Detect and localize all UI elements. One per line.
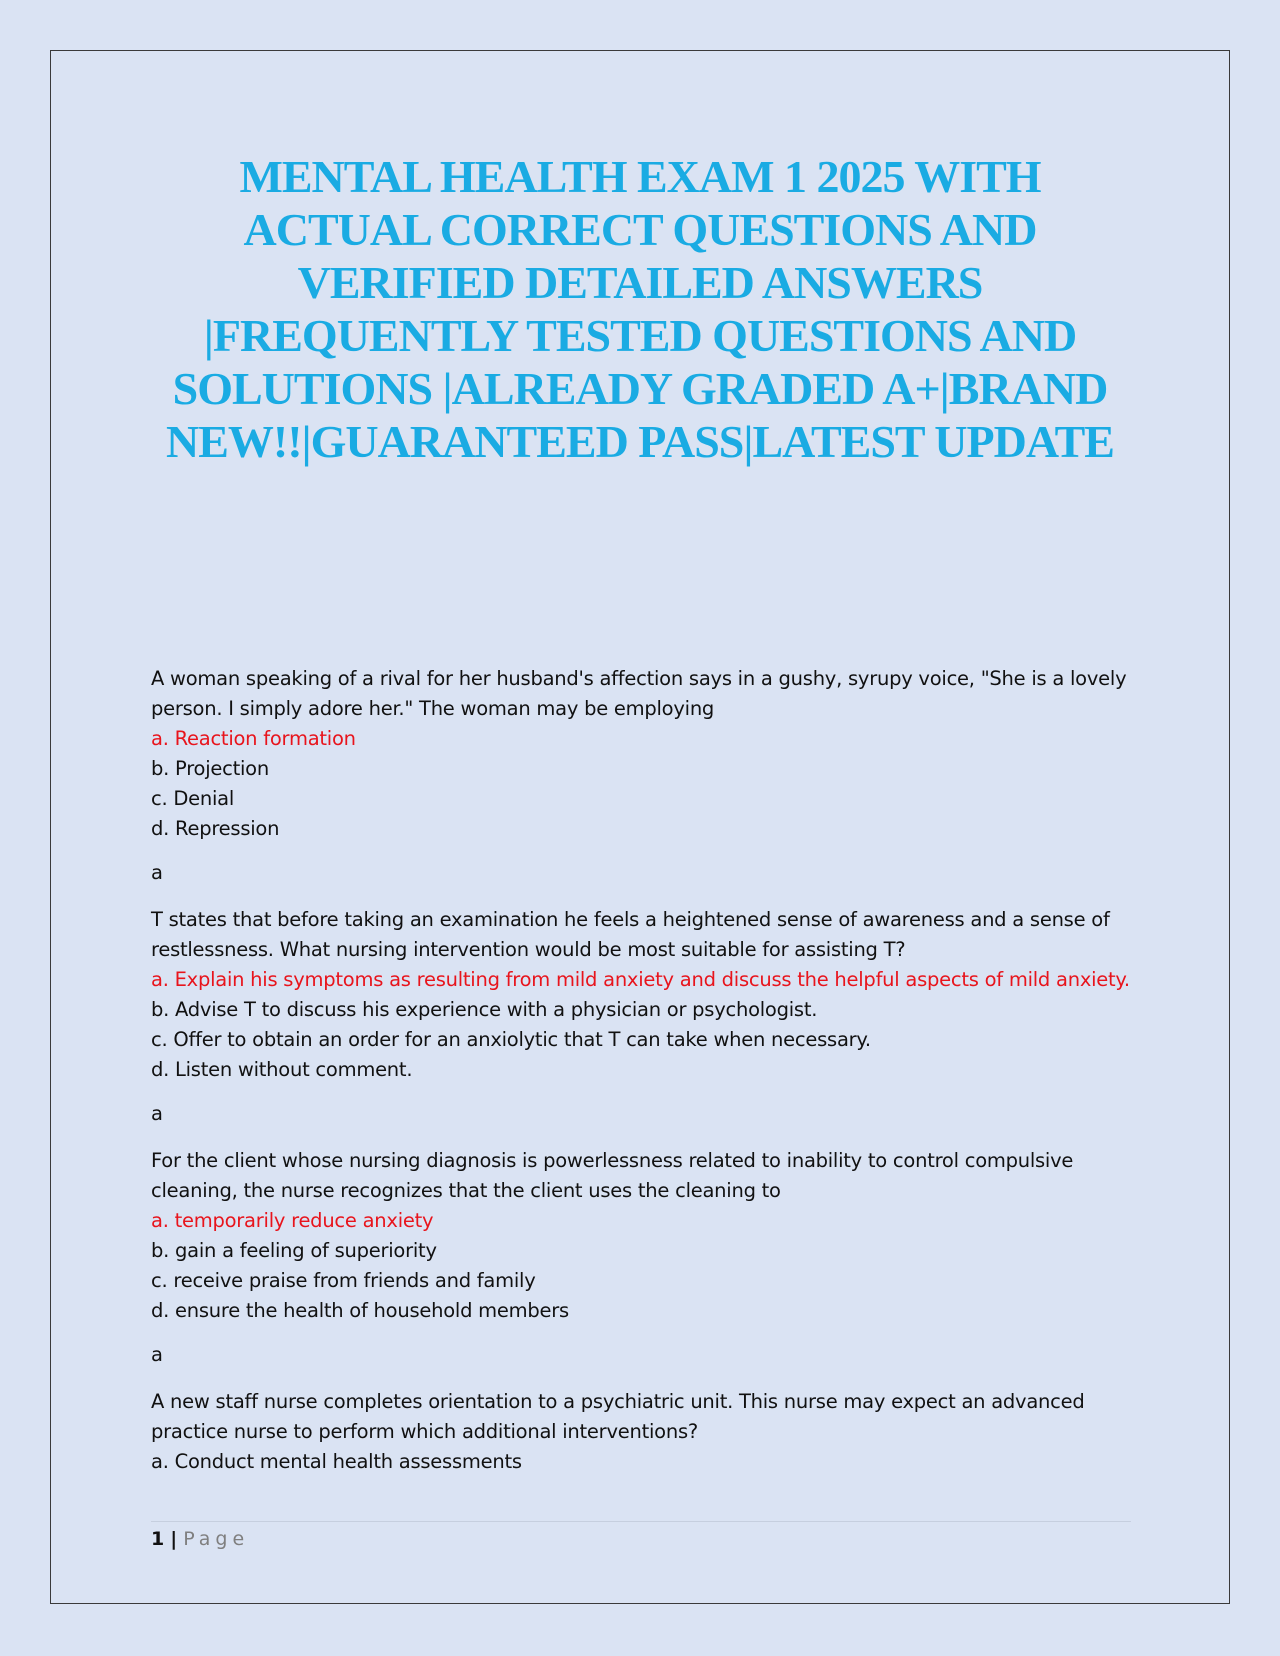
question-line: restlessness. What nursing intervention would be most suitable for assisting T? — [151, 938, 906, 961]
option-correct: a. temporarily reduce anxiety — [151, 1209, 434, 1232]
question-block — [151, 1146, 1151, 1370]
option: b. gain a feeling of superiority — [151, 1239, 437, 1262]
title-line: VERIFIED DETAILED ANSWERS — [297, 257, 983, 308]
title-line: MENTAL HEALTH EXAM 1 2025 WITH — [239, 151, 1041, 202]
question-text — [151, 664, 1151, 724]
title-line: |FREQUENTLY TESTED QUESTIONS AND — [203, 310, 1077, 361]
option: c. receive praise from friends and family — [151, 1269, 536, 1292]
option-correct: a. Reaction formation — [151, 727, 356, 750]
title-line: NEW!!|GUARANTEED PASS|LATEST UPDATE — [165, 416, 1114, 467]
question-block — [151, 1387, 1151, 1477]
footer-divider — [151, 1521, 1131, 1522]
question-line: practice nurse to perform which additional interventions? — [151, 1420, 698, 1443]
question-text — [151, 905, 1151, 965]
option: b. Projection — [151, 757, 269, 780]
title-line: SOLUTIONS |ALREADY GRADED A+|BRAND — [172, 363, 1108, 414]
option: a. Conduct mental health assessments — [151, 1450, 522, 1473]
option: d. Repression — [151, 817, 280, 840]
option: c. Offer to obtain an order for an anxiolytic that T can take when necessary. — [151, 1028, 871, 1051]
footer-separator: | — [170, 1528, 178, 1550]
answer-key: a — [151, 861, 163, 884]
question-line: A woman speaking of a rival for her husband's affection says in a gushy, syrupy voice, "She is a lovely — [151, 667, 1127, 690]
document-title — [100, 150, 1180, 468]
question-line: A new staff nurse completes orientation to a psychiatric unit. This nurse may expect an advanced — [151, 1390, 1085, 1413]
question-line: T states that before taking an examination he feels a heightened sense of awareness and a sense of — [151, 908, 1110, 931]
page-number: 1 — [151, 1528, 165, 1550]
option: d. ensure the health of household members — [151, 1299, 569, 1322]
option: c. Denial — [151, 787, 235, 810]
question-line: For the client whose nursing diagnosis is powerlessness related to inability to control compulsive — [151, 1149, 1074, 1172]
title-line: ACTUAL CORRECT QUESTIONS AND — [243, 204, 1037, 255]
question-line: person. I simply adore her." The woman may be employing — [151, 697, 715, 720]
answer-key: a — [151, 1102, 163, 1125]
option: d. Listen without comment. — [151, 1058, 413, 1081]
page-footer — [151, 1526, 249, 1552]
question-block — [151, 664, 1151, 888]
question-text — [151, 1146, 1151, 1206]
question-block — [151, 905, 1151, 1129]
question-list — [151, 664, 1151, 1477]
question-line: cleaning, the nurse recognizes that the client uses the cleaning to — [151, 1179, 781, 1202]
question-text — [151, 1387, 1151, 1447]
answer-key: a — [151, 1343, 163, 1366]
option: b. Advise T to discuss his experience with a physician or psychologist. — [151, 998, 818, 1021]
option-correct: a. Explain his symptoms as resulting from mild anxiety and discuss the helpful aspects of mild anxiety. — [151, 968, 1130, 991]
page-label: Page — [183, 1528, 250, 1550]
